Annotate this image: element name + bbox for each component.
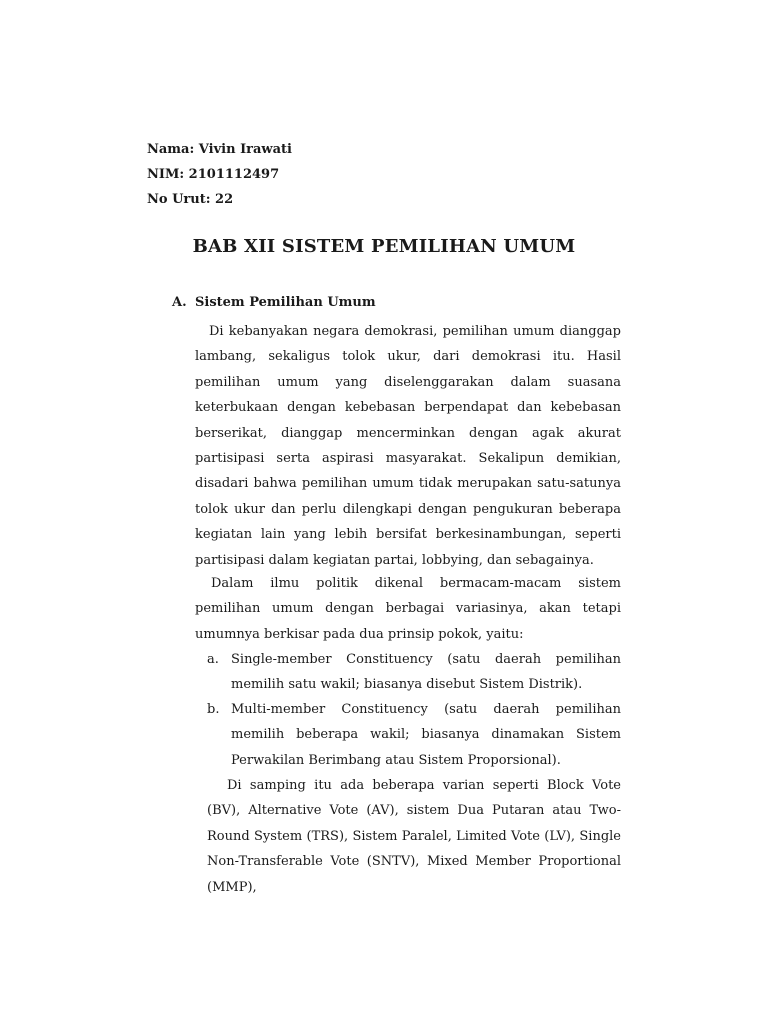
list-item-b	[207, 697, 621, 773]
student-nim: NIM: 2101112497	[147, 167, 280, 182]
paragraph-1: Di kebanyakan negara demokrasi, pemilihan umum dianggap lambang, sekaligus tolok ukur, dari demokrasi itu. Hasil pemilihan umum yang diselenggarakan dalam suasana keterbukaan dengan kebebasan berpendapat dan kebebasan berserikat, dianggap mencerminkan dengan agak akurat partisipasi serta aspirasi masyarakat. Sekalipun demikian, disadari bahwa pemilihan umum tidak merupakan satu-satunya tolok ukur dan perlu dilengkapi dengan pengukuran beberapa kegiatan lain yang lebih bersifat berkesinambungan, seperti partisipasi dalam kegiatan partai, lobbying, dan sebagainya.	[195, 324, 621, 568]
student-name: Nama: Vivin Irawati	[147, 142, 292, 157]
section-heading-text: Sistem Pemilihan Umum	[195, 295, 376, 310]
paragraph-2: Dalam ilmu politik dikenal bermacam-macam sistem pemilihan umum dengan berbagai variasinya, akan tetapi umumnya berkisar pada dua prinsip pokok, yaitu:	[195, 576, 621, 642]
section-marker: A.	[172, 295, 187, 310]
list-item-b-text: Multi-member Constituency (satu daerah pemilihan memilih beberapa wakil; biasanya dinamakan Sistem Perwakilan Berimbang atau Sistem Proporsional).	[231, 702, 621, 768]
paragraph-3: Di samping itu ada beberapa varian seperti Block Vote (BV), Alternative Vote (AV), sistem Dua Putaran atau Two-Round System (TRS), Sistem Paralel, Limited Vote (LV), Single Non-Transferable Vote (SNTV), Mixed Member Proportional (MMP),	[207, 778, 621, 895]
list-item-a-marker: a.	[207, 652, 219, 667]
student-identity-block	[147, 137, 292, 212]
list-item-b-marker: b.	[207, 702, 220, 717]
list-item-a-text: Single-member Constituency (satu daerah pemilihan memilih satu wakil; biasanya disebut Sistem Distrik).	[231, 652, 621, 693]
section-heading	[172, 295, 376, 310]
list-item-a	[207, 647, 621, 698]
student-number: No Urut: 22	[147, 192, 234, 207]
chapter-title: BAB XII SISTEM PEMILIHAN UMUM	[192, 236, 576, 257]
